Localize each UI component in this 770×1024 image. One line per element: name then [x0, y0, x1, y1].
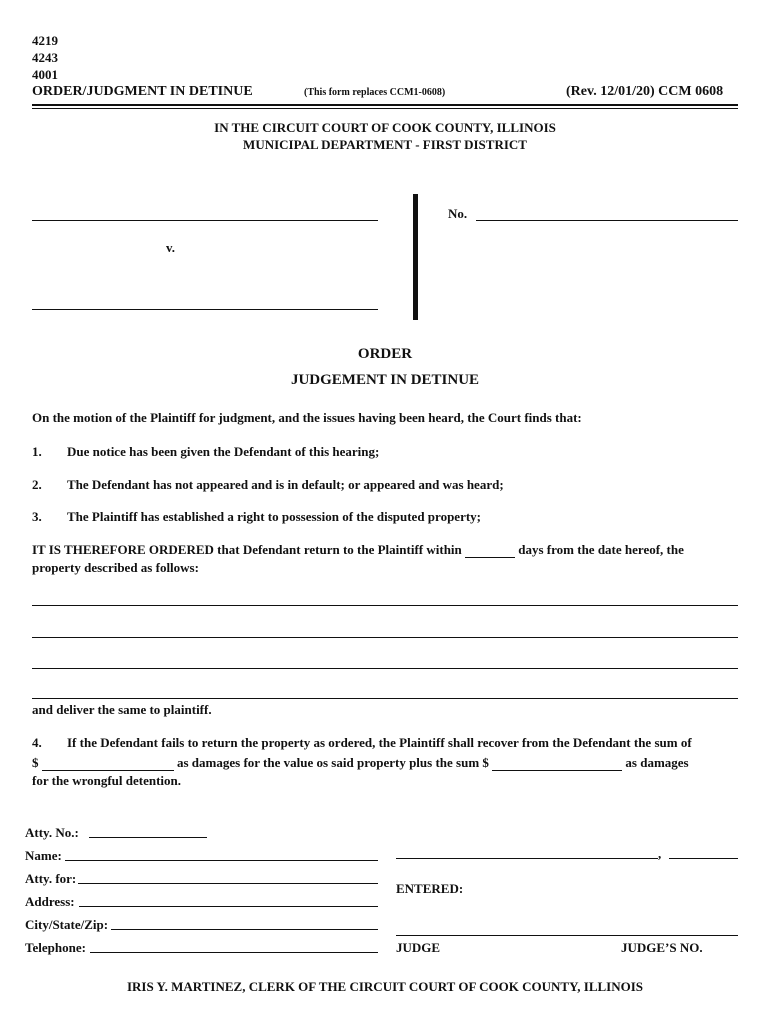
finding-text: Due notice has been given the Defendant of this hearing;	[67, 444, 380, 459]
address-line[interactable]	[79, 906, 378, 907]
property-line[interactable]	[32, 637, 738, 638]
damages-value-blank[interactable]	[42, 758, 174, 771]
city-label: City/State/Zip:	[25, 917, 109, 932]
ordered-text	[32, 542, 684, 558]
plaintiff-line[interactable]	[32, 220, 378, 221]
property-line[interactable]	[32, 698, 738, 699]
item4-end-text: as damages	[625, 755, 689, 770]
judgement-title: JUDGEMENT IN DETINUE	[290, 372, 480, 388]
caption-divider	[413, 194, 418, 320]
wrongful-detention-blank[interactable]	[492, 758, 622, 771]
defendant-line[interactable]	[32, 309, 378, 310]
form-code: 4219	[32, 33, 58, 48]
case-no-line[interactable]	[476, 220, 738, 221]
finding-text: The Plaintiff has established a right to possession of the disputed property;	[67, 509, 481, 524]
name-label: Name:	[25, 848, 62, 863]
judge-label: JUDGE	[396, 940, 441, 955]
versus-label: v.	[166, 240, 176, 255]
property-line[interactable]	[32, 605, 738, 606]
form-code: 4001	[32, 67, 58, 82]
atty-no-line[interactable]	[89, 837, 207, 838]
address-label: Address:	[25, 894, 75, 909]
case-no-label: No.	[448, 206, 468, 221]
dollar-sign: $	[32, 755, 39, 770]
item4-line3: for the wrongful detention.	[32, 773, 182, 788]
atty-no-label: Atty. No.:	[25, 825, 79, 840]
clerk-footer: IRIS Y. MARTINEZ, CLERK OF THE CIRCUIT COURT OF COOK COUNTY, ILLINOIS	[126, 979, 644, 994]
ordered-text-part1: IT IS THEREFORE ORDERED that Defendant return to the Plaintiff within	[32, 542, 462, 557]
finding-number: 3.	[32, 509, 42, 524]
court-name: IN THE CIRCUIT COURT OF COOK COUNTY, ILLINOIS	[214, 120, 556, 135]
revision-label: (Rev. 12/01/20) CCM 0608	[566, 84, 724, 99]
finding-text: The Defendant has not appeared and is in default; or appeared and was heard;	[67, 477, 504, 492]
date-comma: ,	[658, 846, 662, 861]
telephone-line[interactable]	[90, 952, 378, 953]
header-rule	[32, 104, 738, 106]
item4-text: If the Defendant fails to return the property as ordered, the Plaintiff shall recover from the Defendant the sum of	[67, 735, 692, 750]
judge-no-label: JUDGE’S NO.	[621, 940, 703, 955]
form-title: ORDER/JUDGMENT IN DETINUE	[32, 84, 253, 99]
date-line[interactable]	[396, 858, 658, 859]
ordered-text-part2: days from the date hereof, the	[518, 542, 684, 557]
item4-mid-text: as damages for the value os said property plus the sum $	[177, 755, 489, 770]
item4-number: 4.	[32, 735, 42, 750]
finding-number: 2.	[32, 477, 42, 492]
year-line[interactable]	[669, 858, 738, 859]
ordered-text-line2: property described as follows:	[32, 560, 199, 575]
judge-signature-line[interactable]	[396, 935, 738, 936]
city-line[interactable]	[111, 929, 378, 930]
form-codes	[32, 32, 58, 83]
intro-text: On the motion of the Plaintiff for judgment, and the issues having been heard, the Court finds that:	[32, 410, 582, 425]
property-line[interactable]	[32, 668, 738, 669]
header-rule	[32, 108, 738, 109]
finding-number: 1.	[32, 444, 42, 459]
days-blank[interactable]	[465, 545, 515, 558]
order-title: ORDER	[357, 346, 413, 362]
telephone-label: Telephone:	[25, 940, 86, 955]
item4-line2	[32, 755, 689, 771]
deliver-text: and deliver the same to plaintiff.	[32, 702, 212, 717]
court-department: MUNICIPAL DEPARTMENT - FIRST DISTRICT	[243, 137, 527, 152]
atty-for-line[interactable]	[78, 883, 378, 884]
name-line[interactable]	[65, 860, 378, 861]
entered-label: ENTERED:	[396, 881, 464, 896]
replaces-note: (This form replaces CCM1-0608)	[304, 87, 446, 98]
form-code: 4243	[32, 50, 58, 65]
atty-for-label: Atty. for:	[25, 871, 77, 886]
